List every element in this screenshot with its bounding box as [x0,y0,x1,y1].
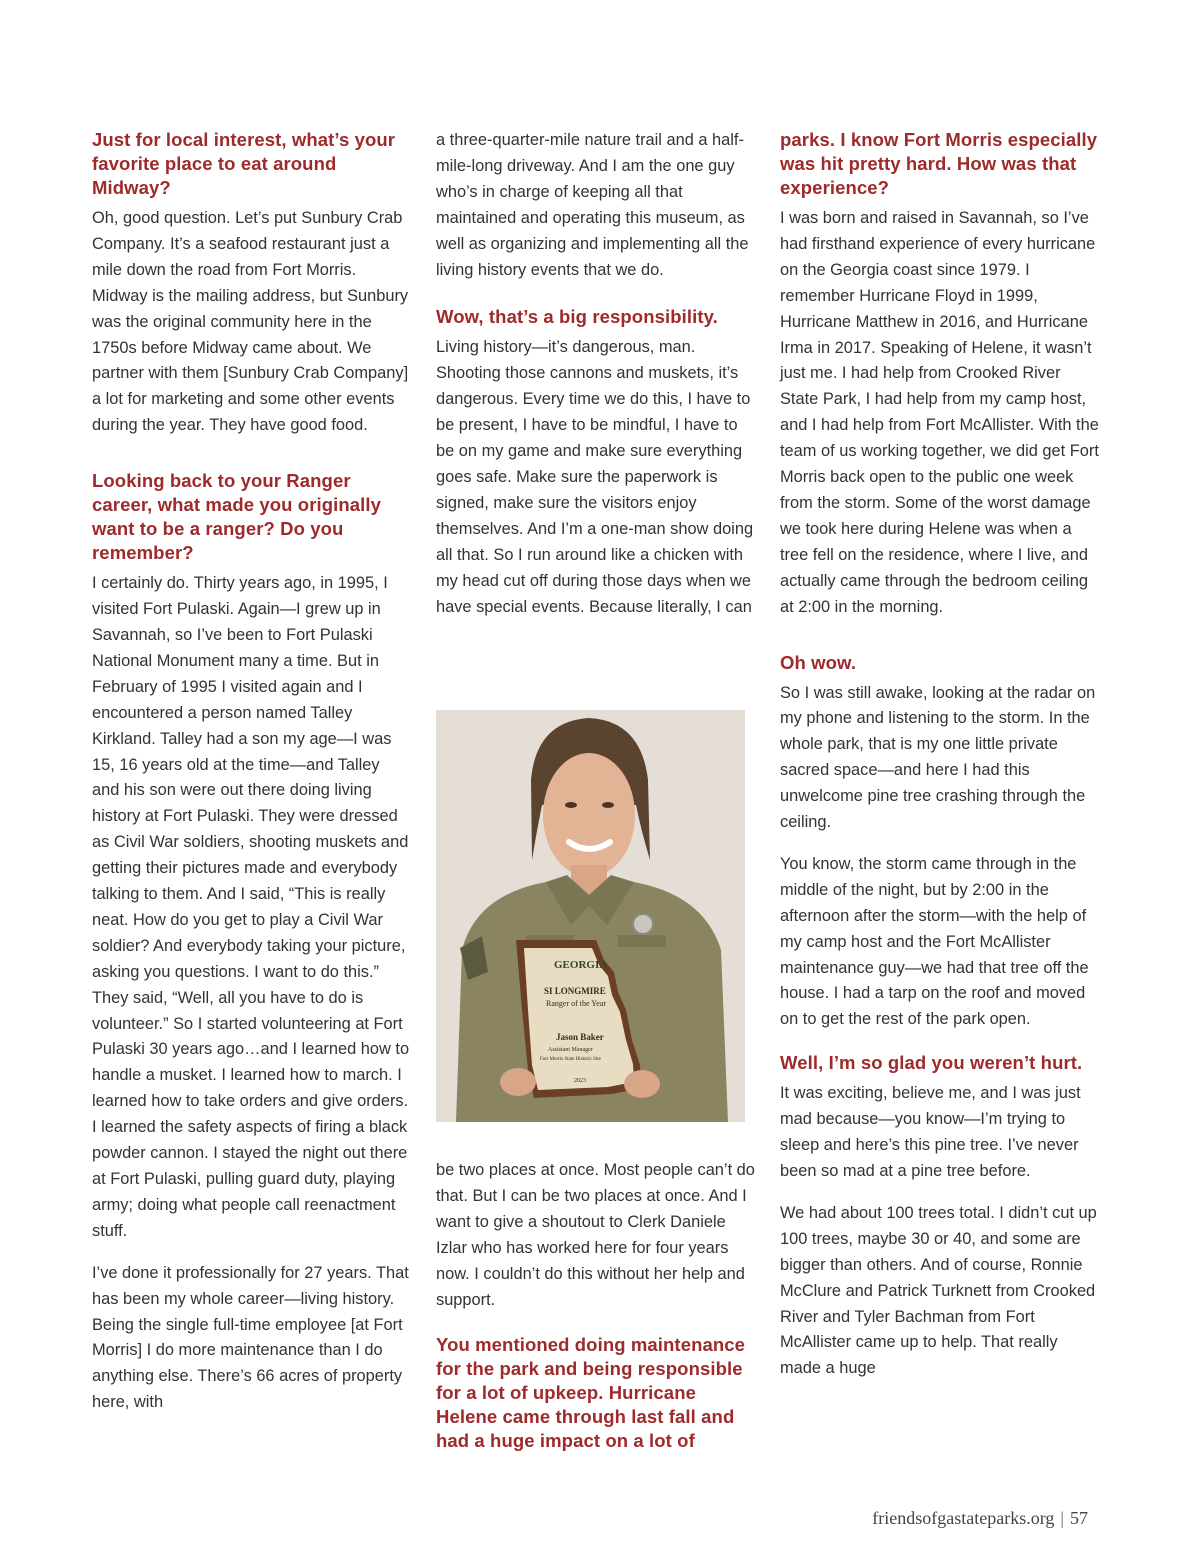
answer-paragraph: We had about 100 trees total. I didn’t cut up 100 trees, maybe 30 or 40, and some are bigger than others. And of course, Ronnie McClure and Patrick Turknett from Crooked River and Tyler Bachman from Fort McAllister came up to help. That really made a huge [780,1203,1097,1378]
answer-paragraph: I certainly do. Thirty years ago, in 1995, I visited Fort Pulaski. Again—I grew up in Savannah, so I’ve been to Fort Pulaski National Monument many a time. But in February of 1995 I visited again and I encountered a person named Talley Kirkland. Talley had a son my age—I was 15, 16 years old at the time—and Talley and his son were out there doing living history at Fort Pulaski. They were dressed as Civil War soldiers, shooting muskets and getting their pictures made and everybody talking to them. And I said, “This is really neat. How do you get to play a Civil War soldier? And everybody taking your picture, asking you questions. I want to do this.” They said, “Well, all you have to do is volunteer.” So I started volunteering at Fort Pulaski 30 years ago…and I learned how to handle a musket. I learned how to march. I learned how to take orders and give orders. I learned the safety aspects of firing a black powder cannon. I stayed the night out there at Fort Pulaski, pulling guard duty, playing army; doing what people call reenactment stuff. [92,574,410,1240]
question-heading: Just for local interest, what’s your favorite place to eat around Midway? [92,129,396,198]
footer-separator: | [1060,1508,1064,1528]
plaque-org: GEORGIA [554,959,608,971]
question-heading: Looking back to your Ranger career, what made you originally want to be a ranger? Do you remember? [92,470,382,564]
question-heading: Wow, that’s a big responsibility. [436,306,718,328]
column-2-top [436,128,756,620]
footer-site: friendsofgastateparks.org [872,1508,1055,1528]
question-heading: parks. I know Fort Morris especially was hit pretty hard. How was that experience? [780,129,1098,198]
plaque-year: 2023 [574,1078,586,1084]
column-3 [780,128,1102,1382]
answer-paragraph: a three-quarter-mile nature trail and a half-mile-long driveway. And I am the one guy who’s in charge of keeping all that maintained and operating this museum, as well as organizing and implementing all the living history events that we do. [436,131,749,279]
column-1 [92,128,410,1416]
answer-paragraph: I’ve done it professionally for 27 years. That has been my whole career—living history. Being the single full-time employee [at Fort Morris] I do more maintenance than I do anything else. There’s 66 acres of property here, with [92,1263,409,1412]
answer-paragraph: You know, the storm came through in the middle of the night, but by 2:00 in the afternoon after the storm—with the help of my camp host and the Fort McAllister maintenance guy—we had that tree off the house. I had a tarp on the roof and moved on to get the rest of the park open. [780,854,1089,1029]
page-footer [872,1508,1088,1529]
plaque-subtitle: Ranger of the Year [546,999,606,1008]
answer-paragraph: It was exciting, believe me, and I was just mad because—you know—I’m trying to sleep and here’s this pine tree. I’ve never been so mad at a pine tree before. [780,1084,1081,1180]
question-heading: Oh wow. [780,651,857,673]
answer-paragraph: be two places at once. Most people can’t do that. But I can be two places at once. And I want to give a shoutout to Clerk Daniele Izlar who has worked here for four years now. I couldn’t do this without her help and support. [436,1161,755,1309]
ranger-award-photo [436,710,745,1122]
question-heading: Well, I’m so glad you weren’t hurt. [780,1052,1083,1074]
plaque-site: Fort Morris State Historic Site [540,1057,601,1062]
plaque-title: SI LONGMIRE [544,986,606,996]
question-heading: You mentioned doing maintenance for the park and being responsible for a lot of upkeep. Hurricane Helene came through last fall and had a huge impact on a lot of [436,1334,746,1452]
answer-paragraph: So I was still awake, looking at the radar on my phone and listening to the storm. In the whole park, that is my one little private sacred space—and here I had this unwelcome pine tree crashing through the ceiling. [780,683,1096,832]
column-2-bottom [436,1158,756,1459]
plaque-role: Assistant Manager [548,1047,593,1053]
page-number: 57 [1070,1508,1088,1528]
answer-paragraph: Living history—it’s dangerous, man. Shooting those cannons and muskets, it’s dangerous. Every time we do this, I have to be present, I have to be mindful, I have to be on my game and make sure everything goes safe. Make sure the paperwork is signed, make sure the visitors enjoy themselves. And I’m a one-man show doing all that. So I run around like a chicken with my head cut off during those days when we have special events. Because literally, I can [436,338,754,616]
answer-paragraph: Oh, good question. Let’s put Sunbury Crab Company. It’s a seafood restaurant just a mile down the road from Fort Morris. Midway is the mailing address, but Sunbury was the original community here in the 1750s before Midway came about. We partner with them [Sunbury Crab Company] a lot for marketing and some other events during the year. They have good food. [92,209,409,435]
answer-paragraph: I was born and raised in Savannah, so I’ve had firsthand experience of every hurricane on the Georgia coast since 1979. I remember Hurricane Floyd in 1999, Hurricane Matthew in 2016, and Hurricane Irma in 2017. Speaking of Helene, it wasn’t just me. I had help from Crooked River State Park, I had help from my camp host, and I had help from Fort McAllister. With the team of us working together, we did get Fort Morris back open to the public one week from the storm. Some of the worst damage we took here during Helene was when a tree fell on the residence, where I live, and actually came through the bedroom ceiling at 2:00 in the morning. [780,209,1099,616]
plaque-name: Jason Baker [556,1032,604,1042]
